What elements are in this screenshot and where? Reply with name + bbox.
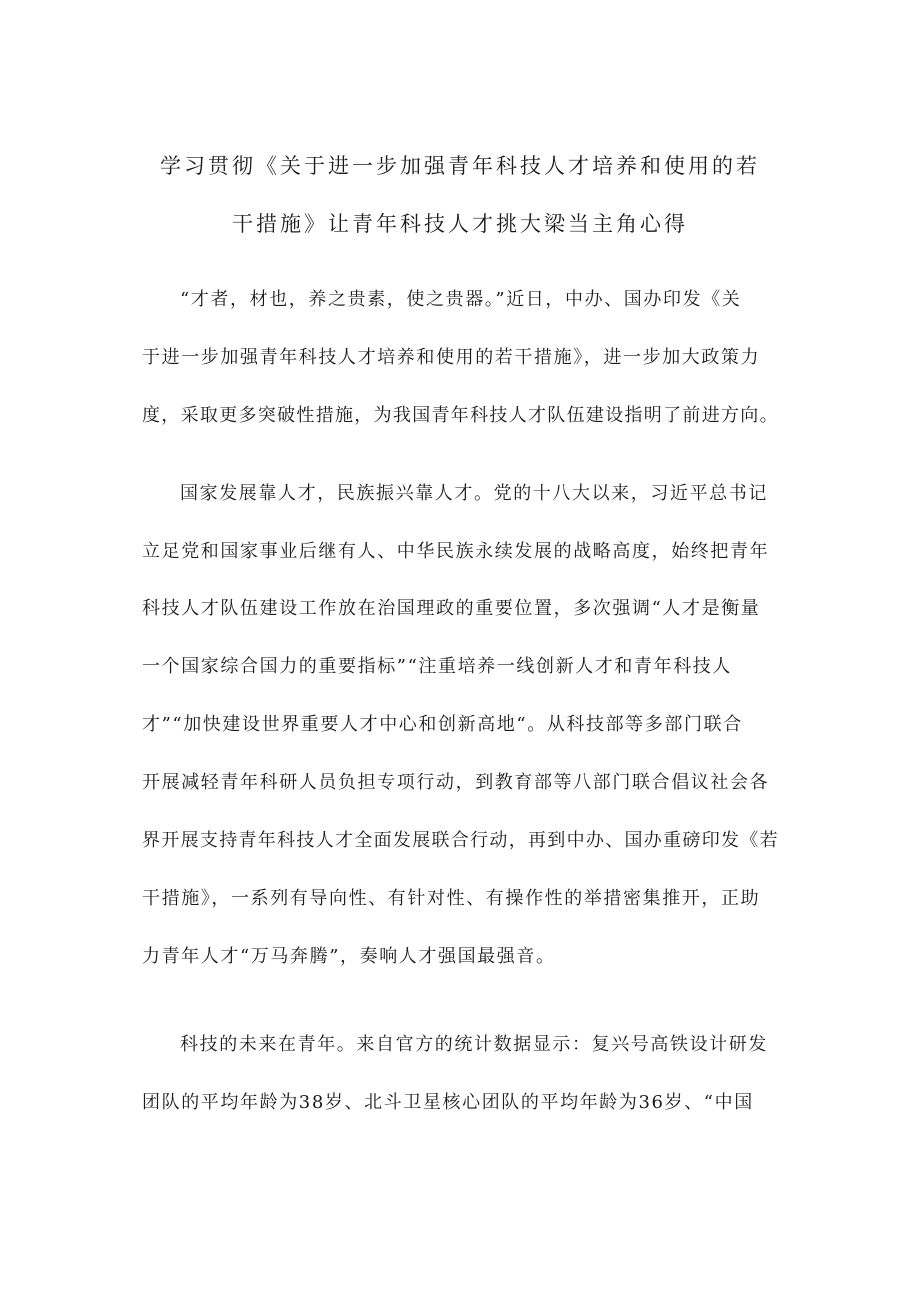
paragraph-2-line-7: 界开展支持青年科技人才全面发展联合行动，再到中办、国办重磅印发《若 [142, 830, 779, 851]
paragraph-2-line-1: 国家发展靠人才，民族振兴靠人才。党的十八大以来，习近平总书记 [180, 483, 768, 504]
document-title-line-1: 学习贯彻《关于进一步加强青年科技人才培养和使用的若 [160, 154, 760, 178]
document-title-line-2: 干措施》让青年科技人才挑大梁当主角心得 [232, 212, 688, 236]
paragraph-1-line-3: 度，采取更多突破性措施，为我国青年科技人才队伍建设指明了前进方向。 [142, 405, 779, 426]
paragraph-2-line-8: 干措施》，一系列有导向性、有针对性、有操作性的举措密集推开，正助 [142, 888, 761, 909]
paragraph-1-line-1: “才者，材也，养之贵素，使之贵器。”近日，中办、国办印发《关 [180, 289, 742, 310]
paragraph-3-line-2: 团队的平均年龄为38岁、北斗卫星核心团队的平均年龄为36岁、“中国 [142, 1092, 754, 1113]
paragraph-2-line-2: 立足党和国家事业后继有人、中华民族永续发展的战略高度，始终把青年 [142, 541, 770, 562]
paragraph-2-line-6: 开展减轻青年科研人员负担专项行动，到教育部等八部门联合倡议社会各 [142, 772, 770, 793]
paragraph-2-line-9: 力青年人才“万马奔腾”，奏响人才强国最强音。 [142, 946, 556, 967]
paragraph-2-line-3: 科技人才队伍建设工作放在治国理政的重要位置，多次强调“人才是衡量 [142, 598, 761, 619]
paragraph-3-line-1: 科技的未来在青年。来自官方的统计数据显示：复兴号高铁设计研发 [180, 1034, 768, 1055]
paragraph-2-line-4: 一个国家综合国力的重要指标”“注重培养一线创新人才和青年科技人 [142, 656, 733, 677]
paragraph-1-line-2: 于进一步加强青年科技人才培养和使用的若干措施》，进一步加大政策力 [142, 347, 761, 368]
paragraph-2-line-5: 才”“加快建设世界重要人才中心和创新高地“。从科技部等多部门联合 [142, 714, 743, 735]
